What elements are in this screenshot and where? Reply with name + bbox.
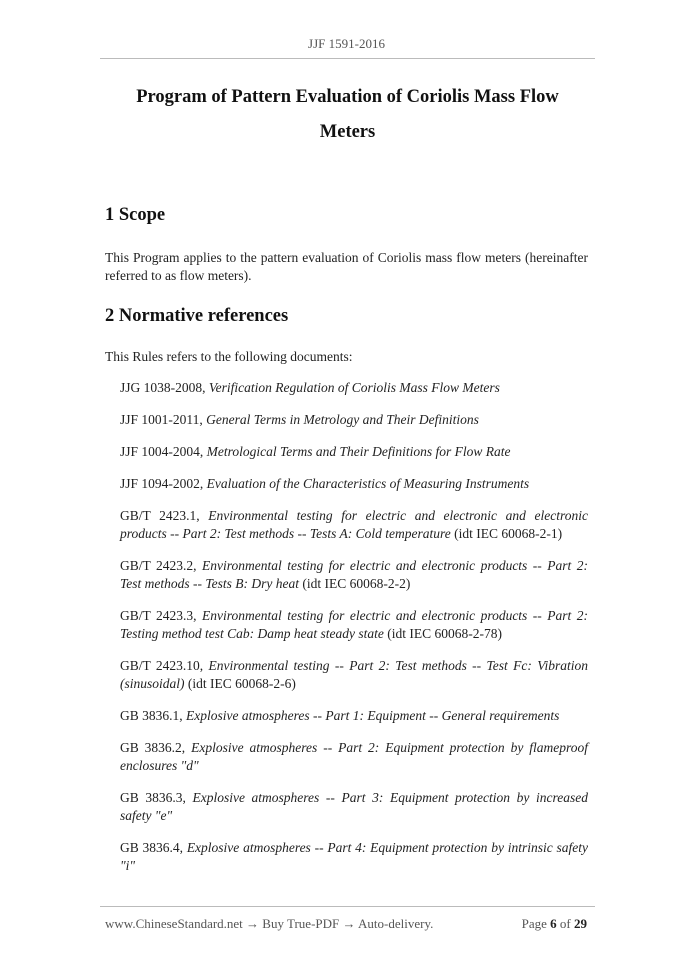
page-label: Page <box>521 916 547 931</box>
reference-code: JJF 1001-2011, <box>120 412 207 427</box>
reference-item <box>120 443 588 461</box>
title-line-1: Program of Pattern Evaluation of Coriolis Mass Flow <box>136 87 559 107</box>
reference-code: GB 3836.3, <box>120 790 193 805</box>
reference-item <box>120 839 588 875</box>
reference-title: Explosive atmospheres -- Part 4: Equipment protection by intrinsic safety "i" <box>120 840 588 873</box>
section-2-heading: 2 Normative references <box>105 306 289 326</box>
reference-item <box>120 657 588 693</box>
reference-suffix: (idt IEC 60068-2-6) <box>184 676 296 691</box>
footer-divider <box>100 906 595 907</box>
reference-suffix: (idt IEC 60068-2-78) <box>383 626 502 641</box>
reference-item <box>120 707 588 725</box>
document-title <box>100 80 595 150</box>
reference-code: GB 3836.2, <box>120 740 192 755</box>
reference-item <box>120 475 588 493</box>
reference-code: GB/T 2423.1, <box>120 508 209 523</box>
header-divider <box>100 58 595 59</box>
title-line-2: Meters <box>319 122 376 142</box>
reference-title: Environmental testing for electric and electronic products -- Part 2: Test methods -- Tests B: Dry heat <box>120 558 589 591</box>
reference-suffix: (idt IEC 60068-2-1) <box>450 526 563 541</box>
reference-suffix: (idt IEC 60068-2-2) <box>299 576 411 591</box>
references-intro: This Rules refers to the following documents: <box>105 349 353 364</box>
reference-item <box>120 379 588 397</box>
footer-site-link[interactable]: www.ChineseStandard.net → Buy True-PDF → Auto-delivery. <box>105 916 434 931</box>
reference-title: General Terms in Metrology and Their Definitions <box>206 412 479 427</box>
reference-title: Environmental testing for electric and electronic and electronic products -- Part 2: Test methods -- Tests A: Cold temperature <box>120 508 588 541</box>
reference-item <box>120 739 588 775</box>
reference-list <box>120 379 588 875</box>
page-current: 6 <box>550 916 557 931</box>
reference-title: Environmental testing for electric and electronic products -- Part 2: Testing method test Cab: Damp heat steady state <box>120 608 589 641</box>
reference-title: Verification Regulation of Coriolis Mass Flow Meters <box>208 380 500 395</box>
reference-title: Explosive atmospheres -- Part 3: Equipment protection by increased safety "e" <box>120 790 588 823</box>
of-label: of <box>559 916 571 931</box>
reference-code: JJG 1038-2008, <box>120 380 209 395</box>
reference-code: GB/T 2423.2, <box>120 558 202 573</box>
reference-code: GB/T 2423.10, <box>120 658 209 673</box>
page-number <box>522 916 587 932</box>
reference-item <box>120 557 588 593</box>
reference-title: Metrological Terms and Their Definitions for Flow Rate <box>206 444 511 459</box>
reference-code: JJF 1094-2002, <box>120 476 207 491</box>
reference-title: Explosive atmospheres -- Part 1: Equipment -- General requirements <box>186 708 560 723</box>
section-1-heading: 1 Scope <box>105 205 166 225</box>
reference-title: Evaluation of the Characteristics of Measuring Instruments <box>206 476 530 491</box>
reference-item <box>120 411 588 429</box>
reference-item <box>120 789 588 825</box>
reference-item <box>120 507 588 543</box>
reference-code: GB 3836.1, <box>120 708 187 723</box>
reference-item <box>120 607 588 643</box>
reference-code: GB/T 2423.3, <box>120 608 202 623</box>
reference-code: GB 3836.4, <box>120 840 187 855</box>
reference-title: Explosive atmospheres -- Part 2: Equipment protection by flameproof enclosures "d" <box>120 740 588 773</box>
scope-paragraph: This Program applies to the pattern evaluation of Coriolis mass flow meters (hereinafter referred to as flow meters). <box>105 250 588 283</box>
document-code-header: JJF 1591-2016 <box>308 36 385 51</box>
page-total: 29 <box>574 916 587 931</box>
reference-title: Environmental testing -- Part 2: Test methods -- Test Fc: Vibration (sinusoidal) <box>120 658 588 691</box>
reference-code: JJF 1004-2004, <box>120 444 207 459</box>
